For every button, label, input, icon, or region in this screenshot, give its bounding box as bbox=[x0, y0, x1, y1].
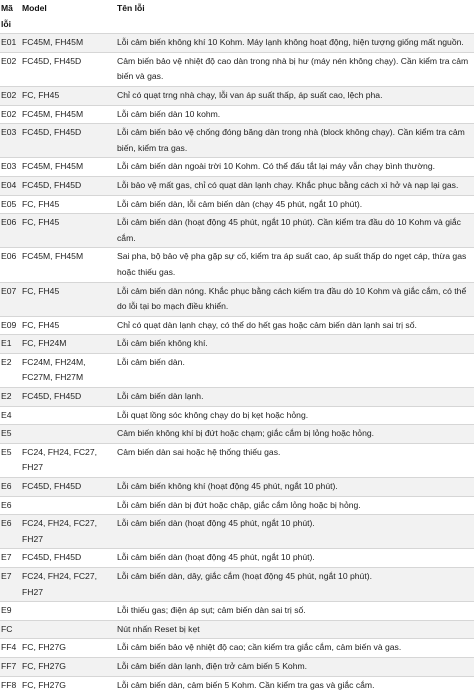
model-cell: FC45M, FH45M bbox=[21, 105, 116, 124]
model-cell: FC45D, FH45D bbox=[21, 478, 116, 497]
table-row bbox=[0, 676, 474, 694]
description-cell: Lỗi cảm biến dàn ngoài trời 10 Kohm. Có thể đấu tắt lại máy vẫn chạy bình thường. bbox=[116, 158, 474, 177]
table-row bbox=[0, 549, 474, 568]
error-code-cell: E7 bbox=[0, 568, 21, 602]
description-cell: Cảm biến dàn sai hoặc hệ thống thiếu gas. bbox=[116, 443, 474, 477]
model-cell: FC, FH27G bbox=[21, 676, 116, 694]
error-code-cell: FF7 bbox=[0, 657, 21, 676]
table-row bbox=[0, 158, 474, 177]
error-code-cell: E6 bbox=[0, 496, 21, 515]
error-code-cell: E2 bbox=[0, 353, 21, 387]
model-cell: FC, FH45 bbox=[21, 282, 116, 316]
description-cell: Lỗi cảm biến dàn bị đứt hoặc chập, giắc cắm lỏng hoặc bị hỏng. bbox=[116, 496, 474, 515]
model-cell bbox=[21, 425, 116, 444]
description-cell: Lỗi cảm biến dàn, lỗi cảm biến dàn (chạy 45 phút, ngắt 10 phút). bbox=[116, 195, 474, 214]
description-cell: Lỗi thiếu gas; điện áp sụt; cảm biến dàn sai trị số. bbox=[116, 602, 474, 621]
error-code-cell: E9 bbox=[0, 602, 21, 621]
model-cell: FC24M, FH24M, FC27M, FH27M bbox=[21, 353, 116, 387]
model-cell: FC45D, FH45D bbox=[21, 388, 116, 407]
description-cell: Lỗi cảm biến dàn (hoạt động 45 phút, ngắt 10 phút). bbox=[116, 549, 474, 568]
table-row bbox=[0, 124, 474, 158]
error-code-cell: E04 bbox=[0, 176, 21, 195]
model-cell: FC, FH24M bbox=[21, 335, 116, 354]
table-row bbox=[0, 515, 474, 549]
error-code-cell: E07 bbox=[0, 282, 21, 316]
description-cell: Lỗi cảm biến dàn, cảm biến 5 Kohm. Cần kiểm tra gas và giắc cắm. bbox=[116, 676, 474, 694]
table-row bbox=[0, 335, 474, 354]
error-code-cell: FC bbox=[0, 620, 21, 639]
table-row bbox=[0, 620, 474, 639]
table-row bbox=[0, 353, 474, 387]
description-cell: Lỗi cảm biến dàn 10 kohm. bbox=[116, 105, 474, 124]
table-row bbox=[0, 195, 474, 214]
table-row bbox=[0, 388, 474, 407]
error-code-cell: E03 bbox=[0, 158, 21, 177]
model-cell: FC, FH45 bbox=[21, 195, 116, 214]
description-cell: Sai pha, bộ bảo vệ pha gặp sự cố, kiểm tra áp suất cao, áp suất thấp do ngẹt cáp, thừa gas hoặc thiếu gas. bbox=[116, 248, 474, 282]
table-row bbox=[0, 406, 474, 425]
table-row bbox=[0, 176, 474, 195]
model-cell: FC, FH45 bbox=[21, 214, 116, 248]
description-cell: Lỗi cảm biến không khí. bbox=[116, 335, 474, 354]
model-cell bbox=[21, 602, 116, 621]
table-row bbox=[0, 496, 474, 515]
table-row bbox=[0, 568, 474, 602]
model-cell: FC24, FH24, FC27, FH27 bbox=[21, 443, 116, 477]
error-code-cell: E03 bbox=[0, 124, 21, 158]
header-model: Model bbox=[22, 3, 47, 13]
description-cell: Lỗi cảm biến bảo vệ chống đóng băng dàn trong nhà (block không chạy). Cần kiểm tra cảm biến, kiểm tra gas. bbox=[116, 124, 474, 158]
error-code-cell: E6 bbox=[0, 515, 21, 549]
description-cell: Nút nhấn Reset bị kẹt bbox=[116, 620, 474, 639]
description-cell: Lỗi cảm biến dàn, dây, giắc cắm (hoạt động 45 phút, ngắt 10 phút). bbox=[116, 568, 474, 602]
description-cell: Lỗi cảm biến dàn lạnh. bbox=[116, 388, 474, 407]
table-header bbox=[0, 0, 474, 34]
error-code-cell: E5 bbox=[0, 443, 21, 477]
error-code-cell: FF8 bbox=[0, 676, 21, 694]
error-code-cell: E5 bbox=[0, 425, 21, 444]
model-cell: FC45D, FH45D bbox=[21, 124, 116, 158]
description-cell: Lỗi cảm biến dàn lạnh, điện trở cảm biến 5 Kohm. bbox=[116, 657, 474, 676]
error-code-cell: E7 bbox=[0, 549, 21, 568]
model-cell: FC45M, FH45M bbox=[21, 34, 116, 53]
error-code-cell: E02 bbox=[0, 86, 21, 105]
description-cell: Chỉ có quạt trng nhà chạy, lỗi van áp suất thấp, áp suất cao, lệch pha. bbox=[116, 86, 474, 105]
table-row bbox=[0, 105, 474, 124]
description-cell: Lỗi cảm biến dàn nóng. Khắc phục bằng cách kiểm tra đầu dò 10 Kohm và giắc cắm, có thể do lỗi tại bo mạch điều khiển. bbox=[116, 282, 474, 316]
table-row bbox=[0, 214, 474, 248]
table-row bbox=[0, 657, 474, 676]
table-row bbox=[0, 248, 474, 282]
description-cell: Cảm biến không khí bị đứt hoặc chạm; giắc cắm bị lỏng hoặc hỏng. bbox=[116, 425, 474, 444]
error-code-cell: E06 bbox=[0, 248, 21, 282]
model-cell: FC45M, FH45M bbox=[21, 248, 116, 282]
error-code-cell: E02 bbox=[0, 52, 21, 86]
description-cell: Cảm biến bảo vệ nhiệt độ cao dàn trong nhà bị hư (máy nén không chạy). Cần kiểm tra cảm biến và gas. bbox=[116, 52, 474, 86]
model-cell bbox=[21, 620, 116, 639]
model-cell: FC45D, FH45D bbox=[21, 176, 116, 195]
model-cell: FC24, FH24, FC27, FH27 bbox=[21, 515, 116, 549]
table-row bbox=[0, 52, 474, 86]
description-cell: Lỗi cảm biến không khí 10 Kohm. Máy lạnh không hoạt động, hiện tượng giống mất nguồn. bbox=[116, 34, 474, 53]
error-code-cell: E1 bbox=[0, 335, 21, 354]
model-cell: FC45D, FH45D bbox=[21, 549, 116, 568]
description-cell: Lỗi cảm biến bảo vệ nhiệt độ cao; cần kiểm tra giắc cắm, cảm biến và gas. bbox=[116, 639, 474, 658]
table-row bbox=[0, 602, 474, 621]
error-code-cell: E05 bbox=[0, 195, 21, 214]
table-row bbox=[0, 478, 474, 497]
model-cell: FC, FH27G bbox=[21, 657, 116, 676]
header-code: Mã lỗi bbox=[1, 3, 13, 29]
description-cell: Lỗi cảm biến dàn (hoạt động 45 phút, ngắt 10 phút). Cần kiểm tra đầu dò 10 Kohm và giắc cắm. bbox=[116, 214, 474, 248]
model-cell: FC45D, FH45D bbox=[21, 52, 116, 86]
description-cell: Lỗi cảm biến dàn (hoạt động 45 phút, ngắt 10 phút). bbox=[116, 515, 474, 549]
error-code-cell: E06 bbox=[0, 214, 21, 248]
table-row bbox=[0, 639, 474, 658]
model-cell: FC, FH45 bbox=[21, 316, 116, 335]
error-code-cell: E4 bbox=[0, 406, 21, 425]
description-cell: Chỉ có quạt dàn lạnh chạy, có thể do hết gas hoặc cảm biến dàn lạnh sai trị số. bbox=[116, 316, 474, 335]
table-row bbox=[0, 316, 474, 335]
model-cell: FC, FH45 bbox=[21, 86, 116, 105]
model-cell: FC45M, FH45M bbox=[21, 158, 116, 177]
error-code-cell: E2 bbox=[0, 388, 21, 407]
table-row bbox=[0, 425, 474, 444]
header-description: Tên lỗi bbox=[117, 3, 145, 13]
description-cell: Lỗi cảm biến dàn. bbox=[116, 353, 474, 387]
error-code-cell: E6 bbox=[0, 478, 21, 497]
table-row bbox=[0, 443, 474, 477]
error-code-cell: E09 bbox=[0, 316, 21, 335]
error-code-cell: E02 bbox=[0, 105, 21, 124]
error-code-cell: FF4 bbox=[0, 639, 21, 658]
table-body bbox=[0, 34, 474, 694]
header-row bbox=[0, 0, 474, 34]
table-row bbox=[0, 282, 474, 316]
error-code-cell: E01 bbox=[0, 34, 21, 53]
table-row bbox=[0, 86, 474, 105]
table-row bbox=[0, 34, 474, 53]
model-cell bbox=[21, 406, 116, 425]
description-cell: Lỗi quạt lồng sóc không chạy do bị kẹt hoặc hỏng. bbox=[116, 406, 474, 425]
model-cell: FC, FH27G bbox=[21, 639, 116, 658]
description-cell: Lỗi bảo vệ mất gas, chỉ có quạt dàn lạnh chạy. Khắc phục bằng cách xì hở và nạp lại gas. bbox=[116, 176, 474, 195]
model-cell bbox=[21, 496, 116, 515]
model-cell: FC24, FH24, FC27, FH27 bbox=[21, 568, 116, 602]
description-cell: Lỗi cảm biến không khí (hoạt động 45 phút, ngắt 10 phút). bbox=[116, 478, 474, 497]
